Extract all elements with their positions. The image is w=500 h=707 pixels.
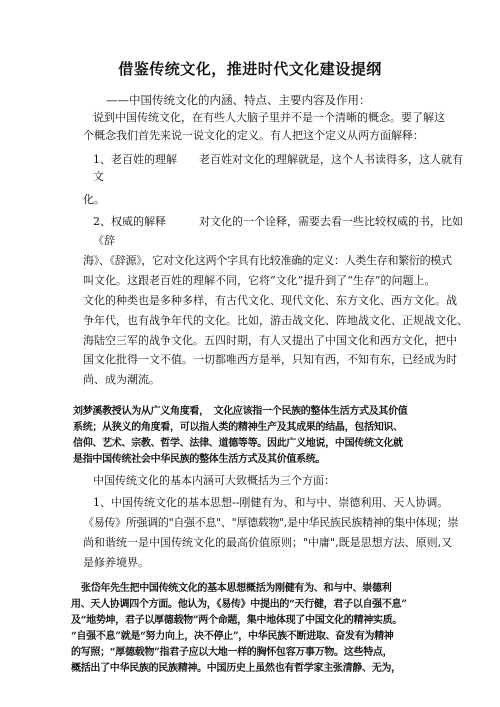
text-line: 系统；从狭义的角度看，可以指人类的精神生产及其成果的结晶，包括知识、 [73,422,403,433]
text-line: 《辞 [93,234,115,247]
text-line: “自强不息”就是“努力向上，决不停止”，中华民族不断进取、奋发有为精神 [71,631,394,642]
text-line: 概括出了中华民族的民族精神。中国历史上虽然也有哲学家主张清静、无为， [71,663,401,674]
text-line: 的写照；“厚德载物”指君子应以大地一样的胸怀包容万事万物。这些特点， [71,647,393,658]
text-line: 叫文化。这跟老百姓的理解不同，它将“文化”提升到了“生存”的问题上。 [83,274,436,287]
text-line: 化。 [83,193,105,206]
text-line: 信仰、艺术、宗教、哲学、法律、道德等等。因此广义地说，中国传统文化就 [73,438,403,449]
text-line: 说到中国传统文化，在有些人大脑子里并不是一个清晰的概念。要了解这 [93,111,445,124]
text-line: 尚和谐统一是中国传统文化的最高价值原则；"中庸",既是思想方法、原则,又 [83,536,453,549]
text-line: 海陆空三军的战争文化。五四时期，有人又提出了中国文化和西方文化，把中 [83,334,457,347]
text-line: 2、权威的解释 对文化的一个诠释，需要去看一些比较权威的书，比如 [93,215,463,228]
text-line: 1、中国传统文化的基本思想--刚健有为、和与中、崇德利用、天人协调。 [93,496,449,509]
text-line: 中国传统文化的基本内涵可大致概括为三个方面： [93,474,335,487]
text-line: 海》、《辞源》，它对文化这两个字具有比较准确的定义：人类生存和繁衍的模式 [83,254,452,267]
text-line: 文 [93,170,104,183]
document-title: 借鉴传统文化，推进时代文化建设提纲 [118,60,382,78]
text-line: 及“地势坤，君子以厚德载物”两个命题，集中地体现了中国文化的精神实质。 [71,615,403,626]
text-line: 刘梦溪教授认为从广义角度看， 文化应该指一个民族的整体生活方式及其价值 [73,406,408,417]
text-line: 《易传》所强调的"自强不息"、"厚德载物",是中华民族民族精神的集中体现；崇 [83,516,459,529]
text-line: 争年代，也有战争年代的文化。比如，游击战文化、阵地战文化、正规战文化、 [83,314,468,327]
text-line: 用、天人协调四个方面。他认为，《易传》中提出的“天行健，君子以自强不息” [71,599,407,610]
text-line: 是指中国传统社会中华民族的整体生活方式及其价值系统。 [73,454,326,465]
document-subtitle: ——中国传统文化的内涵、特点、主要内容及作用： [106,93,371,107]
text-line: 1、老百姓的理解 老百姓对文化的理解就是，这个人书读得多，这人就有 [93,153,463,166]
text-line: 尚、成为潮流。 [83,373,160,386]
text-line: 国文化批得一文不值。一切都唯西方是举，只知有西，不知有东，已经成为时 [83,353,457,366]
text-line: 张岱年先生把中国传统文化的基本思想概括为刚健有为、和与中、崇德利 [81,583,392,594]
text-line: 个概念我们首先来说一说文化的定义。有人把这个定义从两方面解释： [83,129,424,142]
text-line: 文化的种类也是多种多样，有古代文化、现代文化、东方文化、西方文化。战 [83,294,457,307]
text-line: 是修养境界。 [83,556,149,569]
